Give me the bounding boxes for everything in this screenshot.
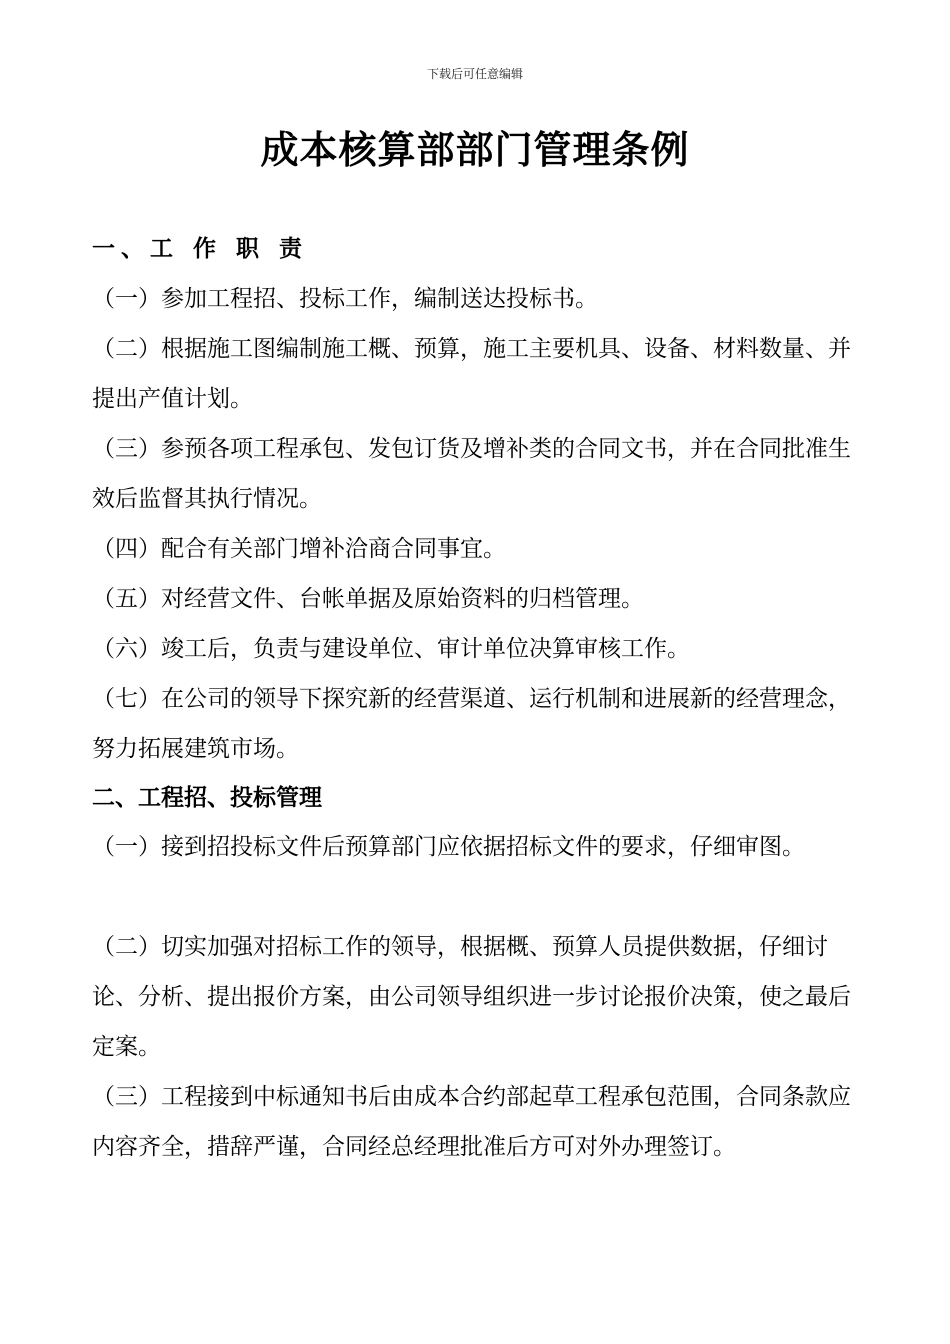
- section-1-item-7: （七）在公司的领导下探究新的经营渠道、运行机制和进展新的经营理念，努力拓展建筑市场。: [92, 686, 851, 762]
- header-note: 下载后可任意编辑: [426, 67, 523, 81]
- section-1-item-6: （六）竣工后，负责与建设单位、审计单位决算审核工作。: [92, 636, 690, 662]
- section-2-body: [92, 922, 872, 1172]
- section-1-body: [92, 274, 872, 774]
- section-2-item-1: （一）接到招投标文件后预算部门应依据招标文件的要求，仔细审图。: [92, 834, 805, 860]
- section-2-item-3: （三）工程接到中标通知书后由成本合约部起草工程承包范围，合同条款应内容齐全，措辞严谨，合同经总经理批准后方可对外办理签订。: [92, 1084, 851, 1160]
- section-1-heading: 一、工 作 职 责: [92, 236, 309, 262]
- section-1-item-5: （五）对经营文件、台帐单据及原始资料的归档管理。: [92, 586, 644, 612]
- section-1-item-4: （四）配合有关部门增补洽商合同事宜。: [92, 536, 506, 562]
- section-1-item-3: （三）参预各项工程承包、发包订货及增补类的合同文书，并在合同批准生效后监督其执行情况。: [92, 436, 851, 512]
- document-title: 成本核算部部门管理条例: [260, 128, 690, 172]
- section-1-item-2: （二）根据施工图编制施工概、预算，施工主要机具、设备、材料数量、并提出产值计划。: [92, 336, 851, 412]
- section-2-item-2: （二）切实加强对招标工作的领导，根据概、预算人员提供数据，仔细讨论、分析、提出报价方案，由公司领导组织进一步讨论报价决策，使之最后定案。: [92, 934, 851, 1060]
- section-2-heading: 二、工程招、投标管理: [92, 785, 322, 811]
- section-1-item-1: （一）参加工程招、投标工作，编制送达投标书。: [92, 286, 598, 312]
